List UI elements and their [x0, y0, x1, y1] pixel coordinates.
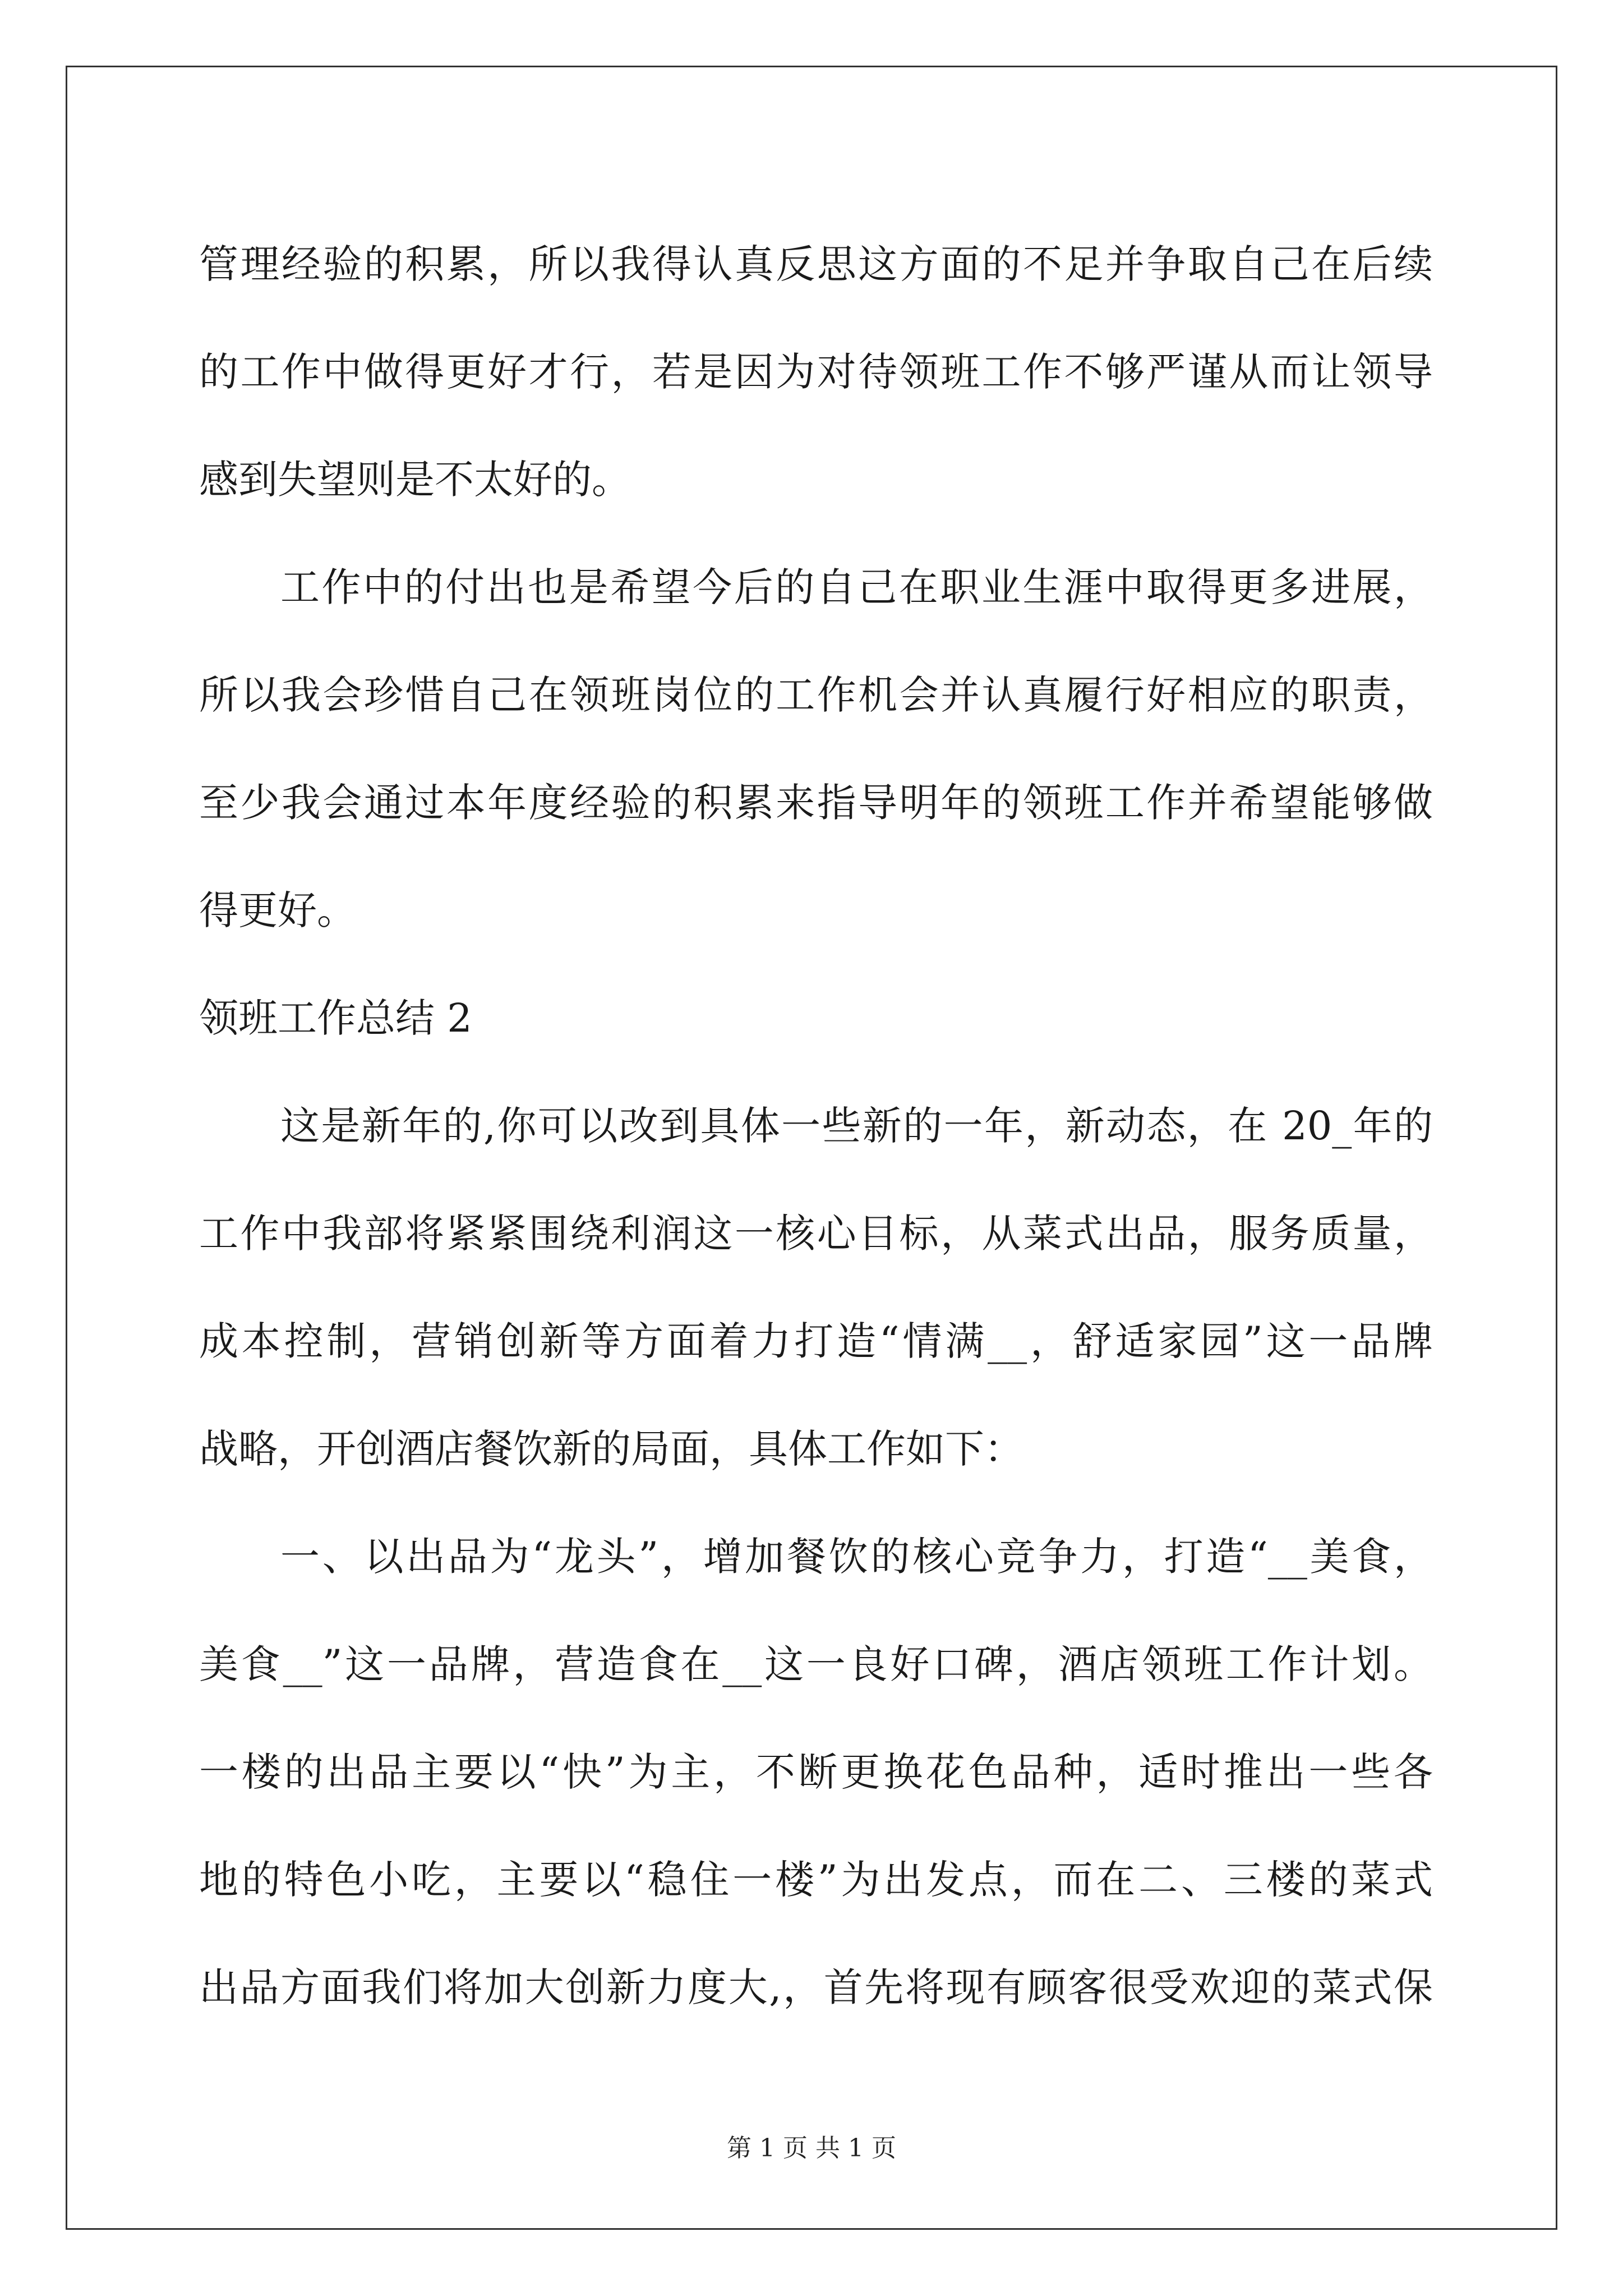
section-heading: 领班工作总结 2: [199, 995, 472, 1041]
text-line: 所以我会珍惜自己在领班岗位的工作机会并认真履行好相应的职责，: [199, 672, 1433, 718]
page-number-footer: 第 1 页 共 1 页: [727, 2134, 896, 2162]
text-line: 美食__”这一品牌，营造食在__这一良好口碑，酒店领班工作计划。: [199, 1641, 1433, 1687]
text-line: 出品方面我们将加大创新力度大,，首先将现有顾客很受欢迎的菜式保: [199, 1964, 1433, 2010]
text-line: 的工作中做得更好才行，若是因为对待领班工作不够严谨从而让领导: [199, 349, 1433, 395]
text-line: 工作中我部将紧紧围绕利润这一核心目标，从菜式出品，服务质量，: [199, 1211, 1433, 1257]
text-line: 一楼的出品主要以“快”为主，不断更换花色品种，适时推出一些各: [199, 1749, 1433, 1795]
document-body: [199, 210, 1433, 2041]
text-line: 这是新年的,你可以改到具体一些新的一年，新动态，在 20_年的: [280, 1103, 1433, 1149]
text-line: 地的特色小吃，主要以“稳住一楼”为出发点，而在二、三楼的菜式: [199, 1857, 1433, 1903]
text-line: 工作中的付出也是希望今后的自己在职业生涯中取得更多进展，: [280, 564, 1433, 610]
text-line: 成本控制，营销创新等方面着力打造“情满__，舒适家园”这一品牌: [199, 1318, 1433, 1364]
text-line: 至少我会通过本年度经验的积累来指导明年的领班工作并希望能够做: [199, 780, 1433, 826]
text-line: 一、以出品为“龙头”，增加餐饮的核心竞争力，打造“__美食，: [280, 1534, 1433, 1580]
text-line: 感到失望则是不太好的。: [199, 457, 631, 503]
text-line: 战略，开创酒店餐饮新的局面，具体工作如下：: [199, 1426, 1023, 1472]
text-line: 得更好。: [199, 887, 356, 933]
text-line: 管理经验的积累，所以我得认真反思这方面的不足并争取自己在后续: [199, 241, 1433, 287]
